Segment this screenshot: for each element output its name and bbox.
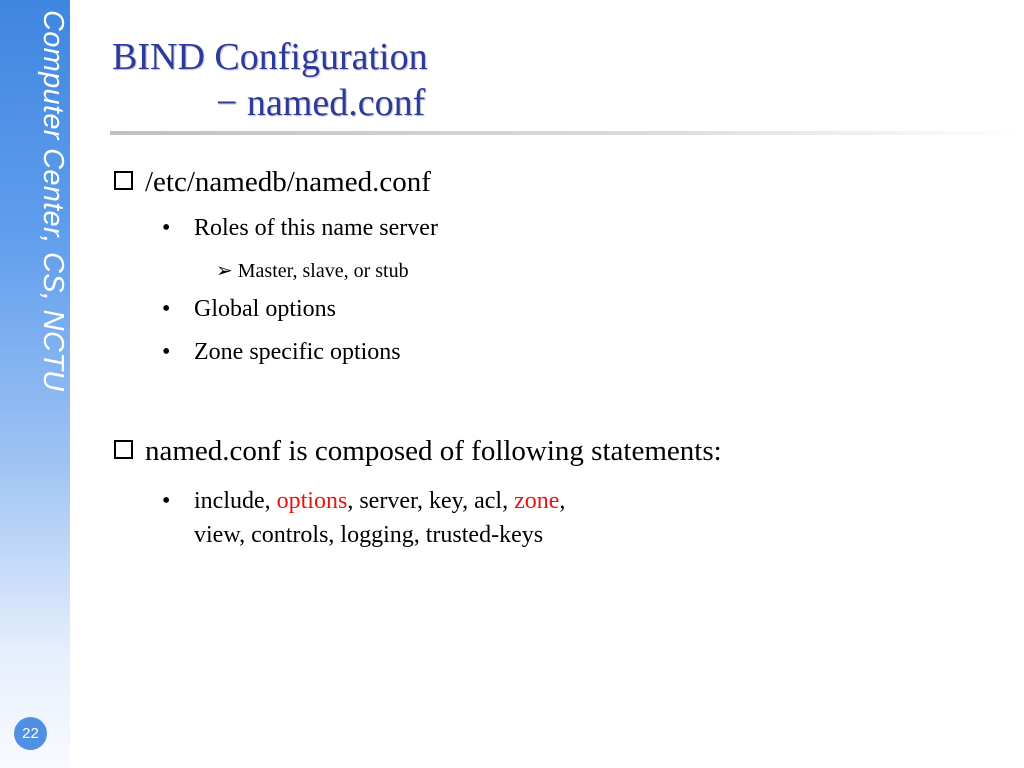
keyword-zone: zone <box>514 488 560 514</box>
sidebar <box>0 0 70 768</box>
section-1-heading: /etc/namedb/named.conf <box>114 166 431 199</box>
bullet-dot-icon: • <box>162 488 171 514</box>
keyword-options: options <box>276 488 348 514</box>
arrow-bullet-icon: ➢ <box>216 260 233 282</box>
list-item-global-options: • Global options <box>162 296 336 322</box>
bullet-dot-icon: • <box>162 339 171 365</box>
section-2-heading: named.conf is composed of following statements: <box>114 435 722 468</box>
checkbox-bullet-icon <box>114 171 133 190</box>
page-number-badge: 22 <box>14 717 47 750</box>
checkbox-bullet-icon <box>114 440 133 459</box>
title-line-2: − named.conf <box>216 82 426 124</box>
list-item-zone-options: • Zone specific options <box>162 339 401 365</box>
bullet-dot-icon: • <box>162 215 171 241</box>
list-item-statements: • include, options, server, key, acl, zone, view, controls, logging, trusted-keys <box>162 484 565 552</box>
bullet-dot-icon: • <box>162 296 171 322</box>
statements-line-2: view, controls, logging, trusted-keys <box>194 522 544 548</box>
slide-title <box>112 34 428 126</box>
org-name: Computer Center, CS, NCTU <box>37 10 69 392</box>
title-divider <box>110 131 1024 135</box>
title-line-1: BIND Configuration <box>112 36 428 78</box>
sub-item-master-slave-stub: ➢ Master, slave, or stub <box>216 260 409 282</box>
list-item-roles: • Roles of this name server <box>162 215 438 241</box>
